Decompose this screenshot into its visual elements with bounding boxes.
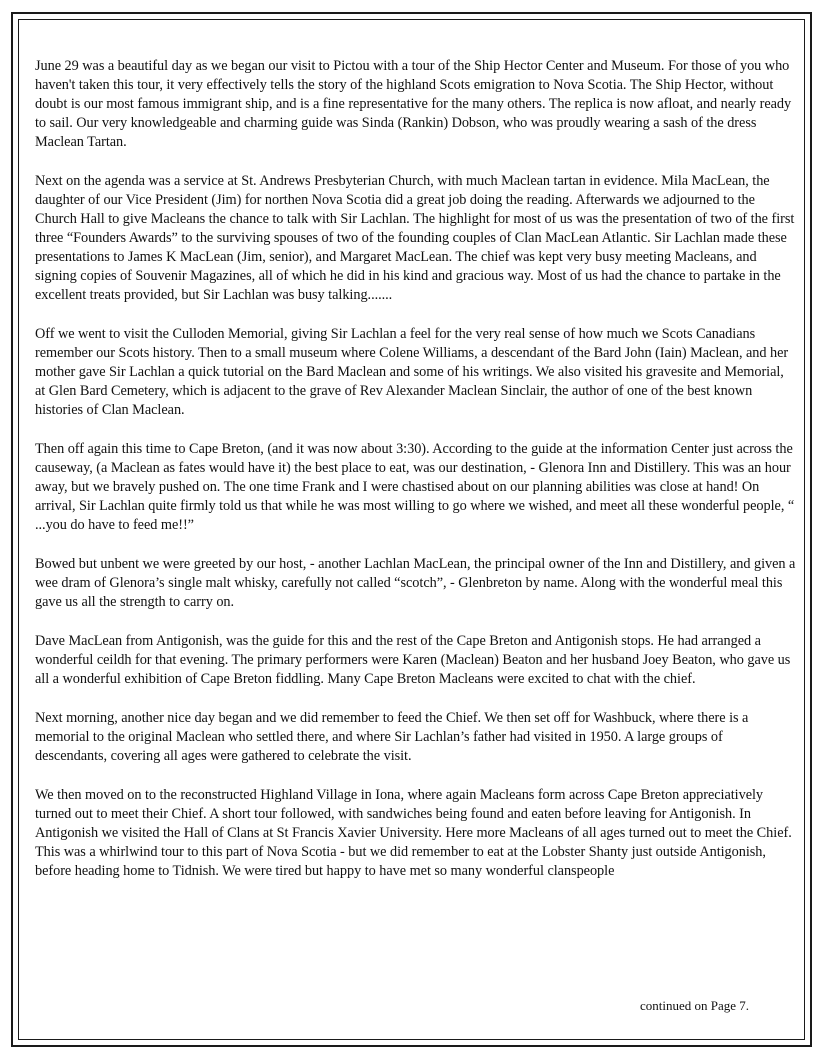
paragraph-ceildh: Dave MacLean from Antigonish, was the guide for this and the rest of the Cape Breton and Antigonish stops. He had arranged a wonderful ceildh for that evening. The primary performers were Karen (Maclean) Beaton and her husband Joey Beaton, who gave us all a wonderful exhibition of Cape Breton fiddling. Many Cape Breton Macleans were excited to chat with the chief. [35, 633, 791, 687]
article-body [35, 57, 797, 901]
paragraph-highland-village: We then moved on to the reconstructed Highland Village in Iona, where again Macleans form across Cape Breton appreciatively turned out to meet their Chief. A short tour followed, with sandwiches being found and eaten before leaving for Antigonish. In Antigonish we visited the Hall of Clans at St Francis Xavier University. Here more Macleans of all ages turned out to meet the Chief. This was a whirlwind tour to this part of Nova Scotia - but we did remember to eat at the Lobster Shanty just outside Antigonish, before heading home to Tidnish. We were tired but happy to have met so many wonderful clanspeople [35, 787, 792, 879]
continued-note: continued on Page 7. [640, 998, 750, 1013]
paragraph-glenora-inn: Bowed but unbent we were greeted by our host, - another Lachlan MacLean, the principal owner of the Inn and Distillery, and given a wee dram of Glenora’s single malt whisky, carefully not called “scotch”, - Glenbreton by name. Along with the wonderful meal this gave us all the strength to carry on. [35, 556, 796, 610]
paragraph-culloden-memorial: Off we went to visit the Culloden Memorial, giving Sir Lachlan a feel for the very real sense of how much we Scots Canadians remember our Scots history. Then to a small museum where Colene Williams, a descendant of the Bard John (Iain) Maclean, and her mother gave Sir Lachlan a quick tutorial on the Bard Maclean and some of his writings. We also visited his gravesite and Memorial, at Glen Bard Cemetery, which is adjacent to the grave of Rev Alexander Maclean Sinclair, the author of one of the best known histories of Clan Maclean. [35, 326, 789, 418]
paragraph-washbuck: Next morning, another nice day began and we did remember to feed the Chief. We then set off for Washbuck, where there is a memorial to the original Maclean who settled there, and where Sir Lachlan’s father had visited in 1950. A large groups of descendants, covering all ages were gathered to celebrate the visit. [35, 710, 749, 764]
paragraph-cape-breton: Then off again this time to Cape Breton, (and it was now about 3:30). According to the guide at the information Center just across the causeway, (a Maclean as fates would have it) the best place to eat, was our destination, - Glenora Inn and Distillery. This was an hour away, but we bravely pushed on. The one time Frank and I were chastised about on our planning abilities was close at hand! On arrival, Sir Lachlan quite firmly told us that while he was most willing to go where we wished, and meet all these wonderful people, “ ...you do have to feed me!!” [35, 441, 795, 533]
paragraph-church-service: Next on the agenda was a service at St. Andrews Presbyterian Church, with much Maclean tartan in evidence. Mila MacLean, the daughter of our Vice President (Jim) for northen Nova Scotia did a great job doing the reading. Afterwards we adjourned to the Church Hall to give Macleans the chance to talk with Sir Lachlan. The highlight for most of us was the presentation of two of the first three “Founders Awards” to the surviving spouses of two of the founding couples of Clan MacLean Atlantic. Sir Lachlan made these presentations to James K MacLean (Jim, senior), and Margaret MacLean. The chief was kept very busy meeting Macleans, and signing copies of Souvenir Magazines, all of which he did in his kind and gracious way. Most of us had the chance to partake in the excellent treats provided, but Sir Lachlan was busy talking....... [35, 173, 795, 303]
paragraph-pictou-ship-hector: June 29 was a beautiful day as we began our visit to Pictou with a tour of the Ship Hector Center and Museum. For those of you who haven't taken this tour, it very effectively tells the story of the highland Scots emigration to Nova Scotia. The Ship Hector, without doubt is our most famous immigrant ship, and is a fine representative for the many others. The replica is now afloat, and nearly ready to sail. Our very knowledgeable and charming guide was Sinda (Rankin) Dobson, who was proudly wearing a sash of the dress Maclean Tartan. [35, 58, 792, 150]
